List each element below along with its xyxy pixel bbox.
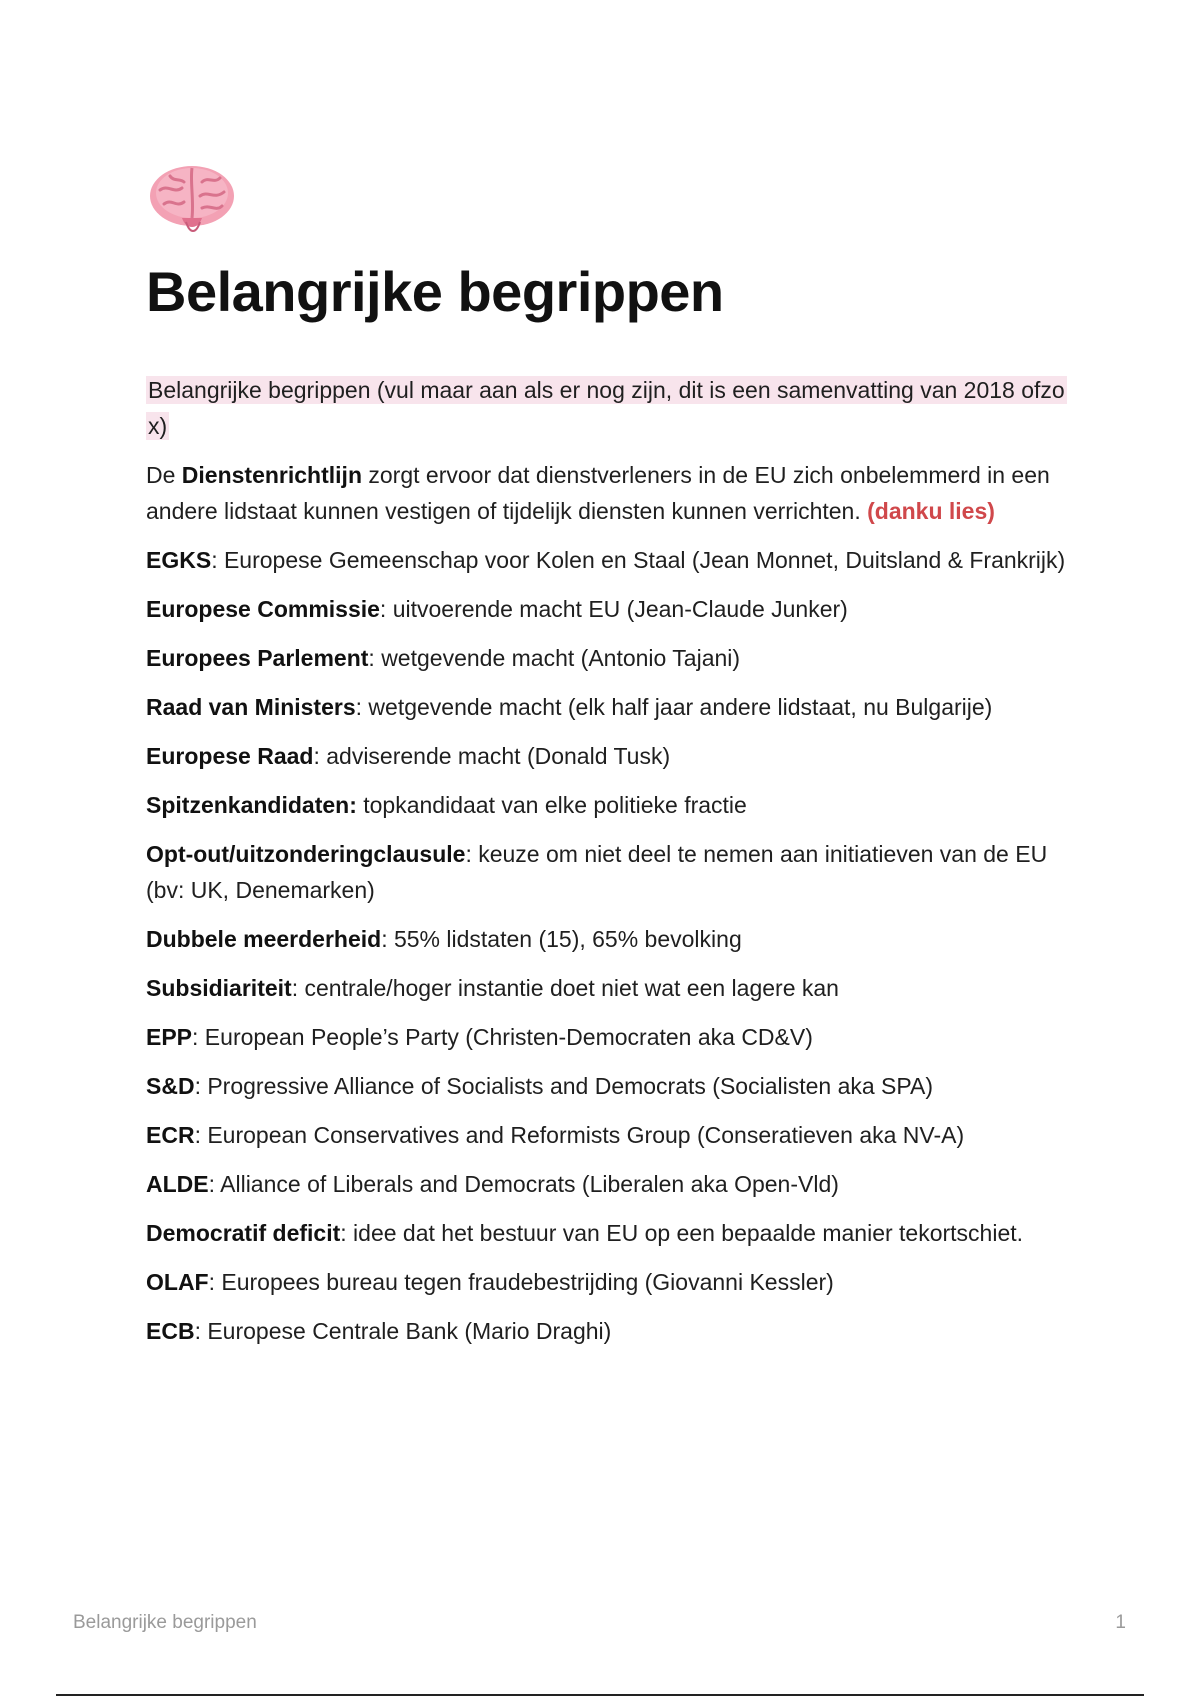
intro-paragraph [146,372,1066,444]
entry-subsidiariteit [146,970,1066,1006]
term-label: S&D [146,1073,195,1099]
term-label: Europees Parlement [146,645,369,671]
term-definition: : centrale/hoger instantie doet niet wat een lagere kan [291,975,839,1001]
entry-dubbele-meerderheid [146,921,1066,957]
term-definition: : Europese Centrale Bank (Mario Draghi) [194,1318,612,1344]
term-definition: : Europese Gemeenschap voor Kolen en Staal (Jean Monnet, Duitsland & Frankrijk) [211,547,1066,573]
term-label: EPP [146,1024,193,1050]
entry-s-and-d [146,1068,1066,1104]
term-label: Europese Commissie [146,596,380,622]
entry-democratif-deficit [146,1215,1066,1251]
entry-europese-raad [146,738,1066,774]
content [146,372,1066,1349]
brain-icon [146,160,238,238]
credit-note: (danku lies) [867,498,995,524]
term-label: Europese Raad [146,743,314,769]
term-label: Dienstenrichtlijn [181,462,362,488]
term-label: Subsidiariteit [146,975,292,1001]
entry-spitzenkandidaten [146,787,1066,823]
term-definition: : Europees bureau tegen fraudebestrijding (Giovanni Kessler) [208,1269,834,1295]
footer-title: Belangrijke begrippen [73,1612,257,1633]
entry-ecb [146,1313,1066,1349]
page-bottom-divider [56,1694,1144,1696]
page-title: Belangrijke begrippen [146,260,724,323]
term-label: Raad van Ministers [146,694,356,720]
paragraph-prefix: De [146,462,182,488]
entry-epp [146,1019,1066,1055]
term-label: Opt-out/uitzonderingclausule [146,841,466,867]
term-definition: : adviserende macht (Donald Tusk) [313,743,671,769]
term-definition: : idee dat het bestuur van EU op een bepaalde manier tekortschiet. [340,1220,1024,1246]
entry-egks [146,542,1066,578]
term-definition: : European People’s Party (Christen-Democraten aka CD&V) [192,1024,813,1050]
term-definition: : keuze om niet deel te nemen aan initiatieven van de EU (bv: UK, Denemarken) [146,841,1048,903]
term-label: ALDE [146,1171,209,1197]
term-definition: : uitvoerende macht EU (Jean-Claude Junker) [379,596,848,622]
term-definition: : Alliance of Liberals and Democrats (Liberalen aka Open-Vld) [208,1171,839,1197]
term-definition: topkandidaat van elke politieke fractie [356,792,747,818]
entry-opt-out [146,836,1066,908]
page-number: 1 [1115,1612,1126,1633]
entry-europese-commissie [146,591,1066,627]
term-definition: : European Conservatives and Reformists Group (Conseratieven aka NV-A) [194,1122,965,1148]
term-label: EGKS [146,547,212,573]
term-label: Spitzenkandidaten: [146,792,357,818]
term-label: ECR [146,1122,195,1148]
term-definition: : Progressive Alliance of Socialists and Democrats (Socialisten aka SPA) [194,1073,934,1099]
entry-alde [146,1166,1066,1202]
term-label: Dubbele meerderheid [146,926,382,952]
term-definition: : 55% lidstaten (15), 65% bevolking [381,926,742,952]
term-definition: : wetgevende macht (Antonio Tajani) [368,645,741,671]
term-label: ECB [146,1318,195,1344]
document-page [146,160,1066,1362]
entry-ecr [146,1117,1066,1153]
intro-highlight: Belangrijke begrippen (vul maar aan als er nog zijn, dit is een samenvatting van 2018 ofzo x) [148,377,1065,439]
entry-olaf [146,1264,1066,1300]
paragraph-text: zorgt ervoor dat dienstverleners in de EU zich onbelemmerd in een andere lidstaat kunnen vestigen of tijdelijk diensten kunnen verrichten. [146,462,1050,524]
term-definition: : wetgevende macht (elk half jaar andere lidstaat, nu Bulgarije) [355,694,993,720]
dienstenrichtlijn-paragraph [146,457,1066,529]
entry-europees-parlement [146,640,1066,676]
term-label: Democratif deficit [146,1220,341,1246]
term-label: OLAF [146,1269,209,1295]
entry-raad-van-ministers [146,689,1066,725]
